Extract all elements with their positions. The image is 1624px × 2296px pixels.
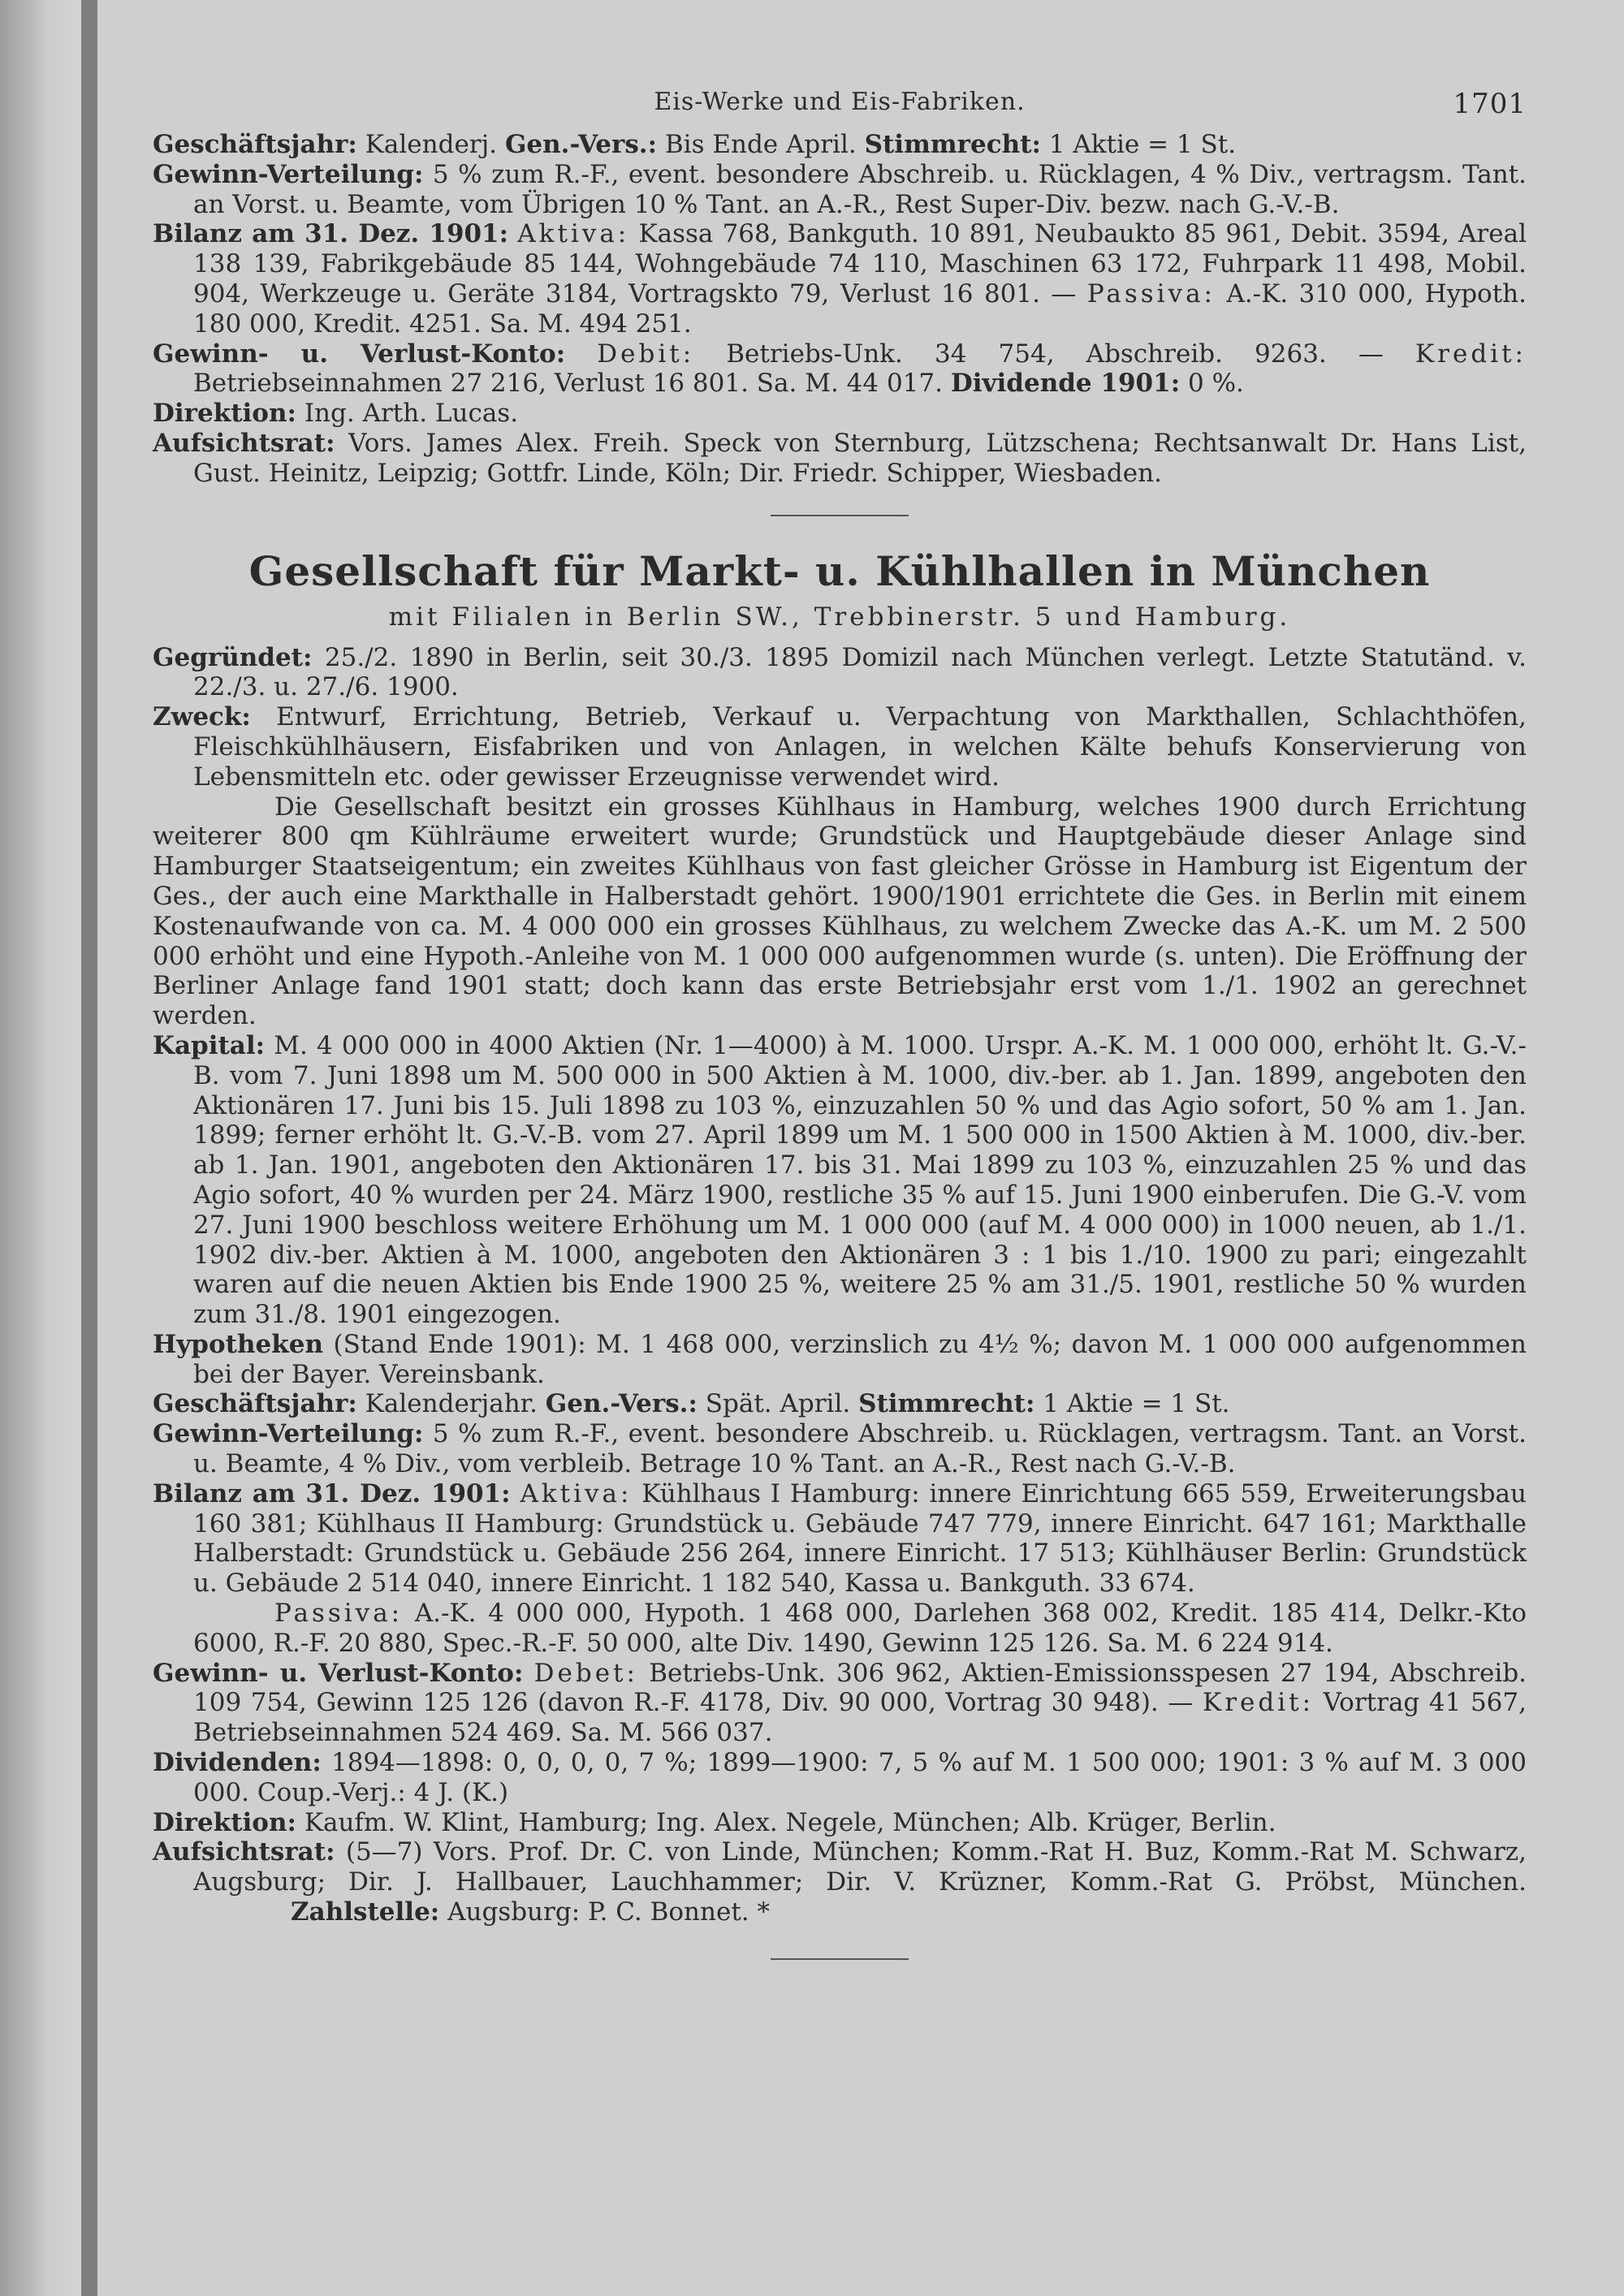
entry-gewinn-verteilung: Gewinn-Verteilung: 5 % zum R.-F., event. besondere Abschreib. u. Rücklagen, vertragsm. Tant. an Vorst. u. Beamte, 4 % Div., vom verbleib. Betrage 10 % Tant. an A.-R., Rest nach G.-V.-B. [153,1419,1527,1479]
prev-aufsichtsrat: Aufsichtsrat: Vors. James Alex. Freih. Speck von Sternburg, Lützschena; Rechtsanwalt Dr. Hans List, Gust. Heinitz, Leipzig; Gottfr. Linde, Köln; Dir. Friedr. Schipper, Wiesbaden. [153,428,1527,488]
section-divider [771,515,909,516]
footnote-mark: * [757,1897,770,1927]
entry-dividenden: Dividenden: 1894—1898: 0, 0, 0, 0, 7 %; 1899—1900: 7, 5 % auf M. 1 500 000; 1901: 3 % auf M. 3 000 000. Coup.-Verj.: 4 J. (K.) [153,1748,1527,1807]
page-edge-shadow [81,0,97,2296]
entry-hypotheken: Hypotheken (Stand Ende 1901): M. 1 468 000, verzinslich zu 4½ %; davon M. 1 000 000 aufgenommen bei der Bayer. Vereinsbank. [153,1329,1527,1389]
prev-bilanz: Bilanz am 31. Dez. 1901: Aktiva: Kassa 768, Bankguth. 10 891, Neubaukto 85 961, Debit. 3594, Areal 138 139, Fabrikgebäude 85 144, Wohngebäude 74 110, Maschinen 63 172, Fuhrpark 11 498, Mobil. 904, Werkzeuge u. Geräte 3184, Vortragskto 79, Verlust 16 801. — Passiva: A.-K. 310 000, Hypoth. 180 000, Kredit. 4251. Sa. M. 494 251. [153,219,1527,339]
prev-gewinn-konto: Gewinn- u. Verlust-Konto: Debit: Betriebs-Unk. 34 754, Abschreib. 9263. — Kredit: Betriebseinnahmen 27 216, Verlust 16 801. Sa. M. 44 017. Dividende 1901: 0 %. [153,339,1527,399]
prev-direktion: Direktion: Ing. Arth. Lucas. [153,399,519,429]
entry-bilanz: Bilanz am 31. Dez. 1901: Aktiva: Kühlhaus I Hamburg: innere Einrichtung 665 559, Erweiterungsbau 160 381; Kühlhaus II Hamburg: Grundstück u. Gebäude 747 779, innere Einricht. 647 161; Markthalle Halberstadt: Grundstück u. Gebäude 256 264, innere Einricht. 17 513; Kühlhäuser Berlin: Grundstück u. Gebäude 2 514 040, innere Einricht. 1 182 540, Kassa u. Bankguth. 33 674. [153,1478,1527,1599]
binding-gutter [0,0,88,2296]
entry-gewinn-konto: Gewinn- u. Verlust-Konto: Debet: Betriebs-Unk. 306 962, Aktien-Emissionsspesen 27 194, Abschreib. 109 754, Gewinn 125 126 (davon R.-F. 4178, Div. 90 000, Vortrag 30 948). — Kredit: Vortrag 41 567, Betriebseinnahmen 524 469. Sa. M. 566 037. [153,1658,1527,1748]
section-divider-bottom [771,1958,909,1960]
entry-aufsichtsrat: Aufsichtsrat: (5—7) Vors. Prof. Dr. C. von Linde, München; Komm.-Rat H. Buz, Komm.-Rat M. Schwarz, Augsburg; Dir. J. Hallbauer, Lauchhammer; Dir. V. Krüzner, Komm.-Rat G. Pröbst, München. Zahlstelle: Augsburg: P. C. Bonnet. * [153,1837,1527,1927]
entry-kapital: Kapital: M. 4 000 000 in 4000 Aktien (Nr. 1—4000) à M. 1000. Urspr. A.-K. M. 1 000 000, erhöht lt. G.-V.-B. vom 7. Juni 1898 um M. 500 000 in 500 Aktien à M. 1000, div.-ber. ab 1. Jan. 1899, angeboten den Aktionären 17. Juni bis 15. Juli 1898 zu 103 %, einzuzahlen 50 % und das Agio sofort, 50 % am 1. Jan. 1899; ferner erhöht lt. G.-V.-B. vom 27. April 1899 um M. 1 500 000 in 1500 Aktien à M. 1000, div.-ber. ab 1. Jan. 1901, angeboten den Aktionären 17. bis 31. Mai 1899 zu 103 %, einzuzahlen 25 % und das Agio sofort, 40 % wurden per 24. März 1900, restliche 35 % auf 15. Juni 1900 einberufen. Die G.-V. vom 27. Juni 1900 beschloss weitere Erhöhung um M. 1 000 000 (auf M. 4 000 000) in 1000 neuen, ab 1./1. 1902 div.-ber. Aktien à M. 1000, angeboten den Aktionären 3 : 1 bis 1./10. 1900 zu pari; eingezahlt waren auf die neuen Aktien bis Ende 1900 25 %, weitere 25 % am 31./5. 1901, restliche 50 % wurden zum 31./8. 1901 eingezogen. [153,1030,1527,1330]
entry-geschaeftsjahr: Geschäftsjahr: Kalenderjahr. Gen.-Vers.: Spät. April. Stimmrecht: 1 Aktie = 1 St. [153,1389,1230,1419]
entry-passiva: Passiva: A.-K. 4 000 000, Hypoth. 1 468 000, Darlehen 368 002, Kredit. 185 414, Delkr.-Kto 6000, R.-F. 20 880, Spec.-R.-F. 50 000, alte Div. 1490, Gewinn 125 126. Sa. M. 6 224 914. [193,1599,1527,1658]
company-title: Gesellschaft für Markt- u. Kühlhallen in München [248,546,1431,595]
book-page [153,88,1527,2280]
zweck-description: Die Gesellschaft besitzt ein grosses Kühlhaus in Hamburg, welches 1900 durch Errichtung weiterer 800 qm Kühlräume erweitert wurde; Grundstück und Hauptgebäude dieser Anlage sind Hamburger Staatseigentum; ein zweites Kühlhaus von fast gleicher Grösse in Hamburg ist Eigentum der Ges., der auch eine Markthalle in Halberstadt gehört. 1900/1901 errichtete die Ges. in Berlin mit einem Kostenaufwande von ca. M. 4 000 000 ein grosses Kühlhaus, zu welchem Zwecke das A.-K. um M. 2 500 000 erhöht und eine Hypoth.-Anleihe von M. 1 000 000 aufgenommen wurde (s. unten). Die Eröffnung der Berliner Anlage fand 1901 statt; doch kann das erste Betriebsjahr erst vom 1./1. 1902 an gerechnet werden. [153,792,1527,1031]
entry-direktion: Direktion: Kaufm. W. Klint, Hamburg; Ing. Alex. Negele, München; Alb. Krüger, Berlin. [153,1807,1276,1837]
running-header [153,88,1527,130]
prev-gewinn-verteilung: Gewinn-Verteilung: 5 % zum R.-F., event. besondere Abschreib. u. Rücklagen, 4 % Div., vertragsm. Tant. an Vorst. u. Beamte, vom Übrigen 10 % Tant. an A.-R., Rest Super-Div. bezw. nach G.-V.-B. [153,159,1527,219]
running-title: Eis-Werke und Eis-Fabriken. [654,88,1026,116]
prev-geschaeftsjahr: Geschäftsjahr: Kalenderj. Gen.-Vers.: Bis Ende April. Stimmrecht: 1 Aktie = 1 St. [153,130,1237,159]
entry-gegruendet: Gegründet: 25./2. 1890 in Berlin, seit 30./3. 1895 Domizil nach München verlegt. Letzte Statutänd. v. 22./3. u. 27./6. 1900. [153,642,1527,702]
page-number: 1701 [1453,88,1527,120]
entry-zweck: Zweck: Entwurf, Errichtung, Betrieb, Verkauf u. Verpachtung von Markthallen, Schlachthöfen, Fleischkühlhäusern, Eisfabriken und von Anlagen, in welchen Kälte behufs Konservierung von Lebensmitteln etc. oder gewisser Erzeugnisse verwendet wird. [153,702,1527,792]
company-subtitle: mit Filialen in Berlin SW., Trebbinerstr. 5 und Hamburg. [388,602,1291,632]
